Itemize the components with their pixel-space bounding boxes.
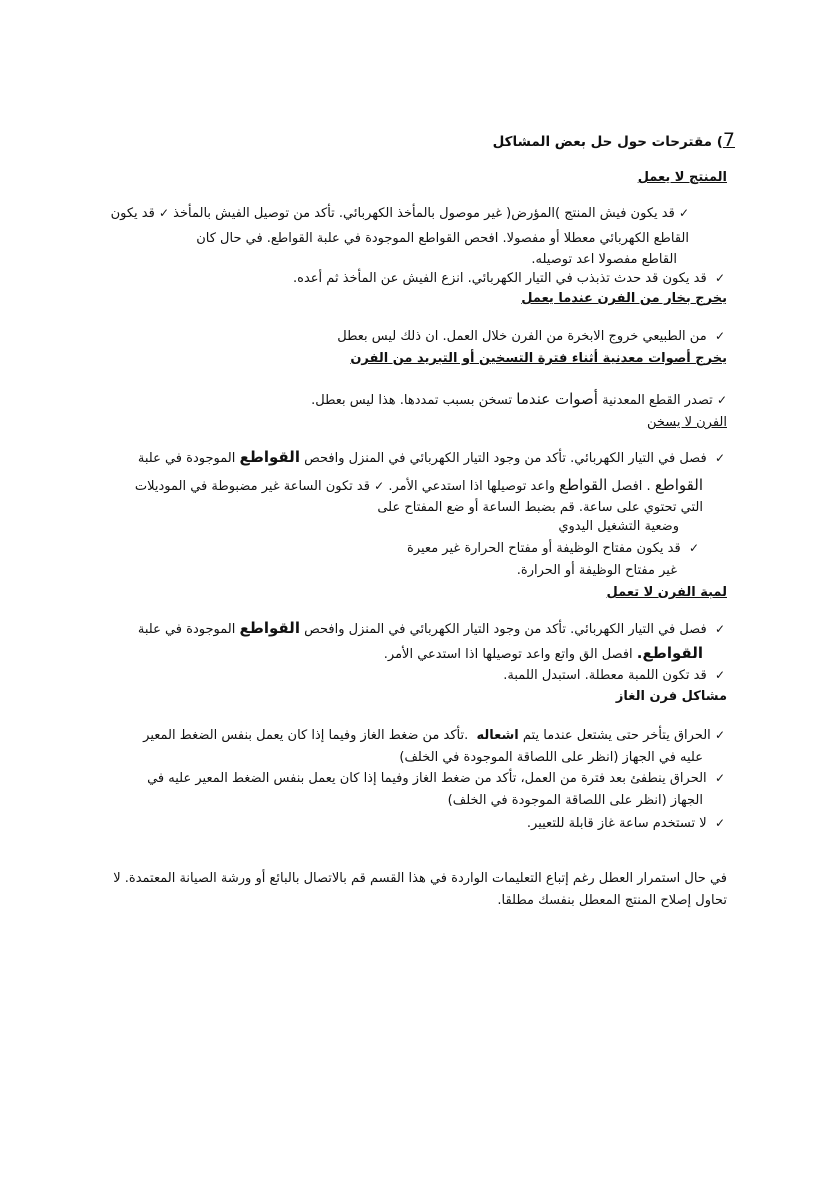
list-item: ✓ فصل في التيار الكهربائي. تأكد من وجود التيار الكهربائي في المنزل وافحص القواطع الموجودة في علبة: [137, 448, 725, 466]
list-item-cont: القاطع مفصولا اعد توصيله.: [531, 252, 677, 267]
check-icon: ✓: [714, 771, 725, 785]
list-item: ✓ قد يكون مفتاح الوظيفة أو مفتاح الحرارة غير معيرة: [407, 541, 699, 556]
heading-metal-sounds: يخرج أصوات معدنية أثناء فترة التسخين أو التبريد من الفرن: [350, 351, 727, 366]
list-item: ✓ الحراق ينطفئ بعد فترة من العمل، تأكد من ضغط الغاز وفيما إذا كان يعمل بنفس الضغط المعير عليه في: [147, 771, 725, 786]
check-icon: ✓: [158, 206, 169, 220]
list-item-cont: وضعية التشغيل اليدوي: [558, 519, 679, 534]
heading-steam: يخرج بخار من الفرن عندما يعمل: [521, 291, 727, 306]
check-icon: ✓: [714, 329, 725, 343]
heading-oven-not-heating: الفرن لا يسخن: [646, 415, 727, 430]
list-item-cont: القواطع. افصل الق واتع واعد توصيلها اذا استدعي الأمر.: [383, 644, 703, 662]
list-item: ✓ لا تستخدم ساعة غاز قابلة للتعيير.: [526, 816, 725, 831]
list-item-cont: الجهاز (انظر على اللصاقة الموجودة في الخلف): [447, 793, 703, 808]
check-icon: ✓: [678, 206, 689, 220]
check-icon: ✓: [716, 393, 727, 407]
section-number: 7: [722, 129, 735, 151]
check-icon: ✓: [714, 271, 725, 285]
check-icon: ✓: [714, 668, 725, 682]
list-item: ✓ قد يكون قد حدث تذبذب في التيار الكهربائي. انزع الفيش عن المأخذ ثم أعده.: [293, 271, 725, 286]
check-icon: ✓: [688, 541, 699, 555]
heading-product-not-working: المنتج لا يعمل: [637, 170, 727, 185]
list-item-cont: القاطع الكهربائي معطلا أو مفصولا. افحص القواطع الموجودة في علبة القواطع. في حال كان: [196, 231, 689, 246]
list-item: ✓ تصدر القطع المعدنية أصوات عندما تسخن بسبب تمددها. هذا ليس بعطل.: [311, 390, 727, 408]
heading-gas-oven-problems: مشاكل فرن الغاز: [615, 689, 727, 704]
list-item-cont: القواطع . افصل القواطع واعد توصيلها اذا استدعي الأمر. ✓ قد تكون الساعة غير مضبوطة في الموديلات: [134, 476, 703, 494]
list-item-cont: غير مفتاح الوظيفة أو الحرارة.: [516, 563, 677, 578]
check-icon: ✓: [714, 622, 725, 636]
list-item-cont: التي تحتوي على ساعة. قم بضبط الساعة أو ضع المفتاح على: [377, 500, 703, 515]
list-item: ✓ الحراق يتأخر حتى يشتعل عندما يتم اشعاله .تأكد من ضغط الغاز وفيما إذا كان يعمل بنفس الضغط المعير: [143, 728, 725, 743]
check-icon: ✓: [374, 479, 385, 493]
list-item: ✓ فصل في التيار الكهربائي. تأكد من وجود التيار الكهربائي في المنزل وافحص القواطع الموجودة في علبة: [137, 619, 725, 637]
check-icon: ✓: [714, 816, 725, 830]
heading-lamp-not-working: لمبة الفرن لا تعمل: [606, 585, 727, 600]
closing-paragraph-line-2: تحاول إصلاح المنتج المعطل بنفسك مطلقا.: [497, 893, 727, 908]
check-icon: ✓: [714, 451, 725, 465]
list-item-cont: عليه في الجهاز (انظر على اللصاقة الموجودة في الخلف): [399, 750, 703, 765]
list-item: ✓ قد تكون اللمبة معطلة. استبدل اللمبة.: [503, 668, 725, 683]
closing-paragraph-line-1: في حال استمرار العطل رغم إتباع التعليمات الواردة في هذا القسم قم بالاتصال بالبائع أو ورشة الصيانة المعتمدة. لا: [113, 871, 727, 886]
check-icon: ✓: [714, 728, 725, 742]
list-item: ✓ من الطبيعي خروج الابخرة من الفرن خلال العمل. ان ذلك ليس بعطل: [337, 329, 725, 344]
list-item: ✓ قد يكون فيش المنتج )المؤرض( غير موصول بالمأخذ الكهربائي. تأكد من توصيل الفيش بالمأخذ ✓ قد يكون: [110, 206, 689, 221]
section-title: 7) مقترحات حول حل بعض المشاكل: [492, 129, 735, 151]
